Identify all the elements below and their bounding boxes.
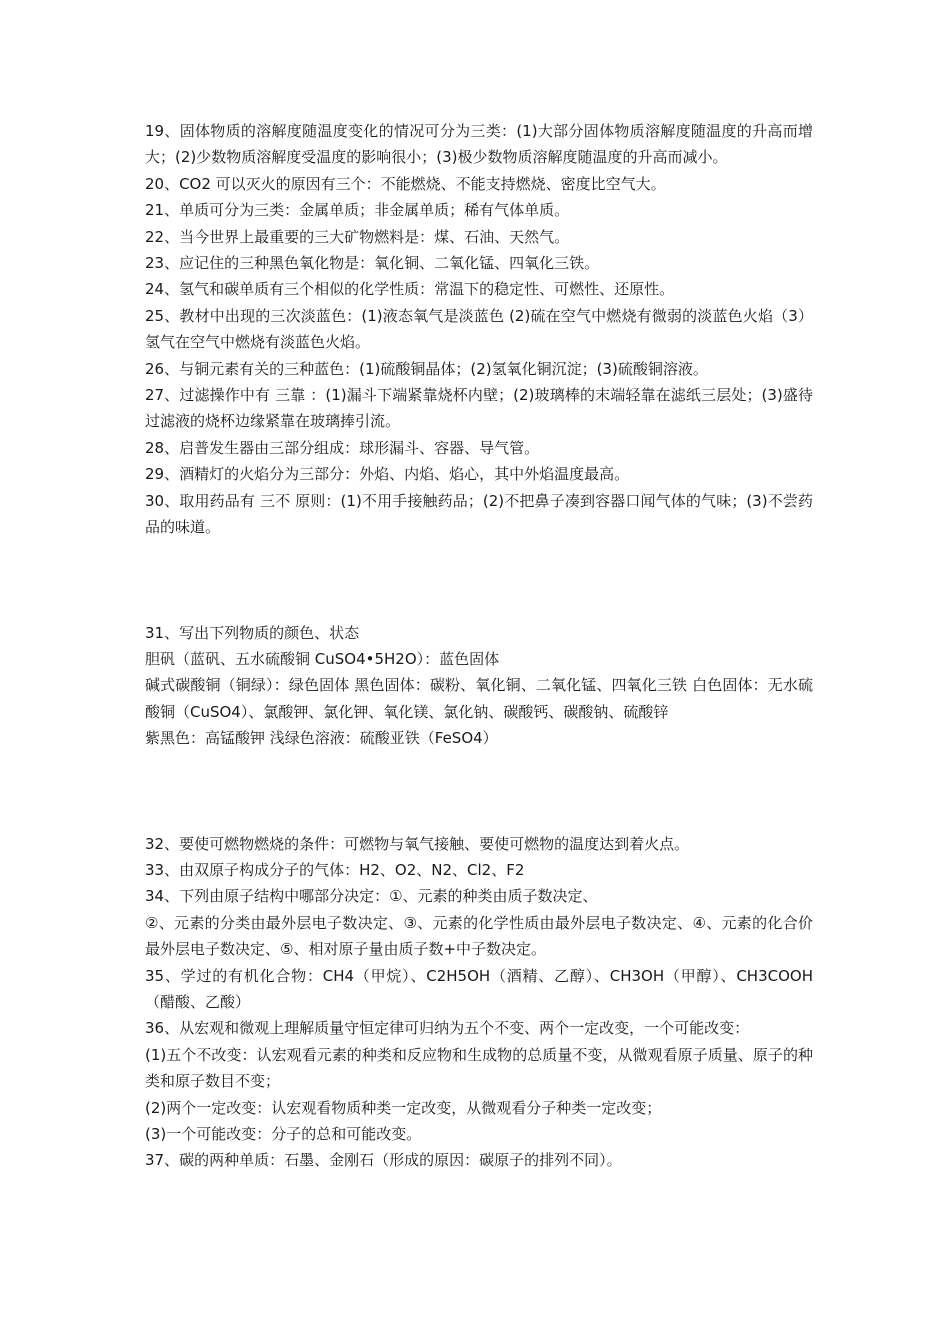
item-36: 36、从宏观和微观上理解质量守恒定律可归纳为五个不变、两个一定改变，一个可能改变：: [145, 1019, 750, 1038]
item-36-part-1: (1)五个不改变：认宏观看元素的种类和反应物和生成物的总质量不变，从微观看原子质量、原子的种类和原子数目不变；: [145, 1045, 813, 1091]
item-22: 22、当今世界上最重要的三大矿物燃料是：煤、石油、天然气。: [145, 227, 570, 246]
item-23: 23、应记住的三种黑色氧化物是：氧化铜、二氧化锰、四氧化三铁。: [145, 254, 600, 273]
item-25: 25、教材中出现的三次淡蓝色：(1)液态氧气是淡蓝色 (2)硫在空气中燃烧有微弱的淡蓝色火焰（3）氢气在空气中燃烧有淡蓝色火焰。: [145, 306, 813, 352]
item-26: 26、与铜元素有关的三种蓝色：(1)硫酸铜晶体；(2)氢氧化铜沉淀；(3)硫酸铜溶液。: [145, 359, 708, 378]
item-36-part-2: (2)两个一定改变：认宏观看物质种类一定改变，从微观看分子种类一定改变；: [145, 1098, 662, 1117]
item-34: 34、下列由原子结构中哪部分决定：①、元素的种类由质子数决定、: [145, 887, 598, 906]
item-20: 20、CO2 可以灭火的原因有三个：不能燃烧、不能支持燃烧、密度比空气大。: [145, 174, 666, 193]
item-37: 37、碳的两种单质：石墨、金刚石（形成的原因：碳原子的排列不同）。: [145, 1151, 622, 1170]
item-31-purple-lightgreen: 紫黑色：高锰酸钾 浅绿色溶液：硫酸亚铁（FeSO4）: [145, 729, 498, 748]
section-gap: [145, 752, 813, 831]
item-27: 27、过滤操作中有 三靠 ：(1)漏斗下端紧靠烧杯内壁；(2)玻璃棒的末端轻靠在滤纸三层处；(3)盛待过滤液的烧杯边缘紧靠在玻璃捧引流。: [145, 386, 813, 431]
document-body: [145, 118, 813, 1174]
item-31-green-black-white: 碱式碳酸铜（铜绿）：绿色固体 黑色固体：碳粉、氧化铜、二氧化锰、四氧化三铁 白色固体：无水硫酸铜（CuSO4）、氯酸钾、氯化钾、氧化镁、氯化钠、碳酸钙、碳酸钠、硫酸锌: [145, 676, 813, 721]
item-24: 24、氢气和碳单质有三个相似的化学性质：常温下的稳定性、可燃性、还原性。: [145, 280, 675, 299]
item-35: 35、学过的有机化合物：CH4（甲烷）、C2H5OH（酒精、乙醇）、CH3OH（甲醇）、CH3COOH（醋酸、乙酸）: [145, 966, 813, 1011]
item-32: 32、要使可燃物燃烧的条件：可燃物与氧气接触、要使可燃物的温度达到着火点。: [145, 834, 690, 853]
item-30: 30、取用药品有 三不 原则：(1)不用手接触药品；(2)不把鼻子凑到容器口闻气体的气味；(3)不尝药品的味道。: [145, 491, 813, 537]
item-36-part-3: (3)一个可能改变：分子的总和可能改变。: [145, 1125, 422, 1143]
item-33: 33、由双原子构成分子的气体：H2、O2、N2、Cl2、F2: [145, 860, 525, 879]
item-31-blue-vitriol: 胆矾（蓝矾、五水硫酸铜 CuSO4•5H2O）：蓝色固体: [145, 649, 500, 668]
item-19: 19、固体物质的溶解度随温度变化的情况可分为三类：(1)大部分固体物质溶解度随温度的升高而增大；(2)少数物质溶解度受温度的影响很小；(3)极少数物质溶解度随温度的升高而减小。: [145, 122, 813, 167]
item-21: 21、单质可分为三类：金属单质；非金属单质；稀有气体单质。: [145, 201, 570, 220]
section-gap: [145, 541, 813, 620]
item-29: 29、酒精灯的火焰分为三部分：外焰、内焰、焰心，其中外焰温度最高。: [145, 465, 630, 484]
item-28: 28、启普发生器由三部分组成：球形漏斗、容器、导气管。: [145, 438, 540, 457]
item-34-continued: ②、元素的分类由最外层电子数决定、③、元素的化学性质由最外层电子数决定、④、元素的化合价最外层电子数决定、⑤、相对原子量由质子数+中子数决定。: [145, 913, 813, 959]
item-31: 31、写出下列物质的颜色、状态: [145, 623, 360, 642]
